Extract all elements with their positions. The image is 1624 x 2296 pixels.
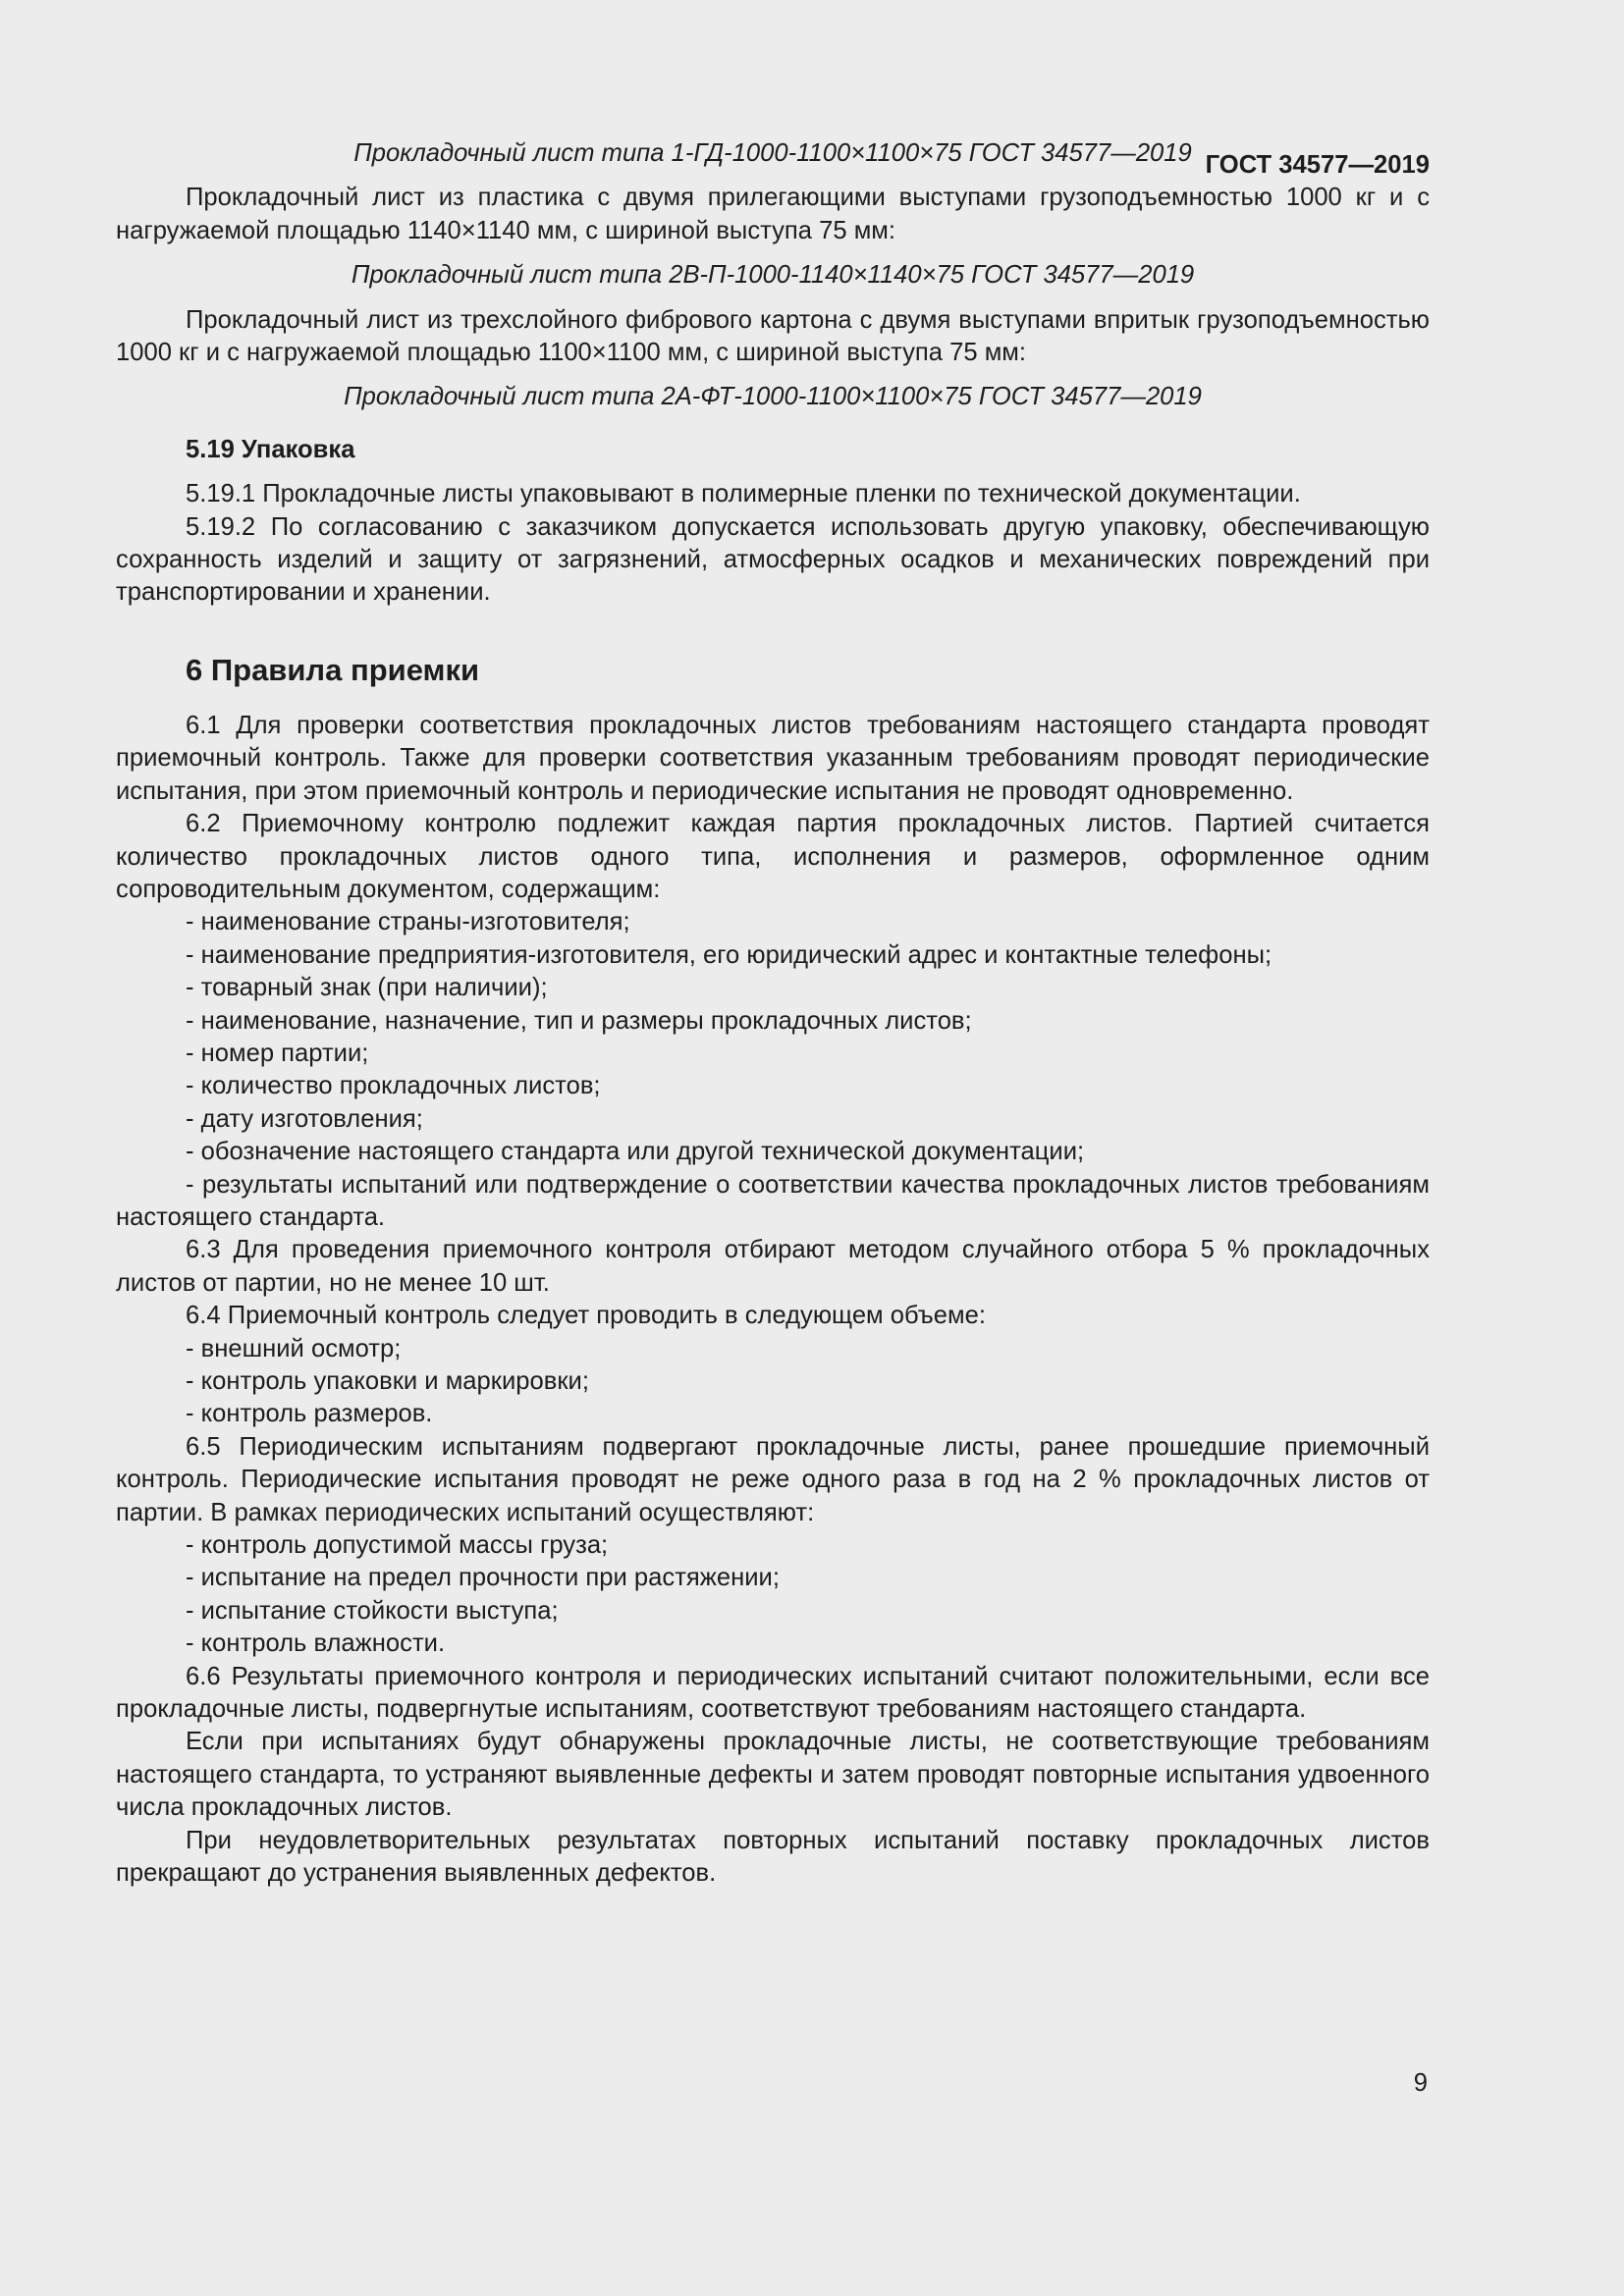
designation-3: Прокладочный лист типа 2А-ФТ-1000-1100×1100×75 ГОСТ 34577—2019 (344, 383, 1202, 411)
list-item: - внешний осмотр; (186, 1334, 402, 1362)
list-6-4 (116, 1333, 1430, 1431)
paragraph-5-19-1: 5.19.1 Прокладочные листы упаковывают в полимерные пленки по технической документации. (186, 480, 1301, 508)
list-item: - номер партии; (186, 1039, 369, 1067)
designation-1: Прокладочный лист типа 1-ГД-1000-1100×1100×75 ГОСТ 34577—2019 (353, 139, 1192, 167)
list-item: - товарный знак (при наличии); (186, 974, 548, 1002)
page-content (116, 137, 1430, 1891)
paragraph-fiberboard-sheet: Прокладочный лист из трехслойного фибрового картона с двумя выступами впритык грузоподъемностью 1000 кг и с нагружаемой площадью 1100×1100 мм, с шириной выступа 75 мм: (116, 305, 1430, 367)
list-item: - контроль влажности. (186, 1629, 446, 1658)
paragraph-6-6-unsatisfactory: При неудовлетворительных результатах повторных испытаний поставку прокладочных листов прекращают до устранения выявленных дефектов. (116, 1826, 1430, 1888)
section-6-title: 6 Правила приемки (186, 652, 480, 687)
list-6-2 (116, 906, 1430, 1234)
list-item: - испытание стойкости выступа; (186, 1596, 559, 1625)
list-item: - контроль упаковки и маркировки; (186, 1367, 589, 1395)
paragraph-6-3: 6.3 Для проведения приемочного контроля отбирают методом случайного отбора 5 % прокладочных листов от партии, но не менее 10 шт. (116, 1236, 1430, 1297)
list-item: - количество прокладочных листов; (186, 1072, 601, 1100)
document-code-header: ГОСТ 34577—2019 (1205, 151, 1430, 179)
paragraph-6-5: 6.5 Периодическим испытаниям подвергают прокладочные листы, ранее прошедшие приемочный контроль. Периодические испытания проводят не реже одного раза в год на 2 % прокладочных листов от партии. В рамках периодических испытаний осуществляют: (116, 1432, 1430, 1526)
designation-2: Прокладочный лист типа 2В-П-1000-1140×1140×75 ГОСТ 34577—2019 (351, 261, 1195, 290)
paragraph-6-6-repeat-tests: Если при испытаниях будут обнаружены прокладочные листы, не соответствующие требованиям настоящего стандарта, то устраняют выявленные дефекты и затем проводят повторные испытания удвоенного числа прокладочных листов. (116, 1728, 1430, 1822)
list-6-5 (116, 1529, 1430, 1661)
list-item: - наименование предприятия-изготовителя, его юридический адрес и контактные телефоны; (186, 940, 1272, 969)
list-item: - обозначение настоящего стандарта или другой технической документации; (186, 1138, 1085, 1166)
list-item: - испытание на предел прочности при растяжении; (186, 1564, 780, 1592)
list-item: - результаты испытаний или подтверждение о соответствии качества прокладочных листов требованиям настоящего стандарта. (116, 1170, 1430, 1231)
paragraph-6-1: 6.1 Для проверки соответствия прокладочных листов требованиям настоящего стандарта проводят приемочный контроль. Также для проверки соответствия указанным требованиям проводят периодические испытания, при этом приемочный контроль и периодические испытания не проводят одновременно. (116, 711, 1430, 805)
paragraph-5-19-2: 5.19.2 По согласованию с заказчиком допускается использовать другую упаковку, обеспечивающую сохранность изделий и защиту от загрязнений, атмосферных осадков и механических повреждений при транспортировании и хранении. (116, 512, 1430, 607)
list-item: - наименование страны-изготовителя; (186, 908, 630, 936)
paragraph-plastic-sheet: Прокладочный лист из пластика с двумя прилегающими выступами грузоподъемностью 1000 кг и с нагружаемой площадью 1140×1140 мм, с шириной выступа 75 мм: (116, 184, 1430, 244)
list-item: - контроль размеров. (186, 1400, 433, 1428)
list-item: - дату изготовления; (186, 1104, 423, 1133)
paragraph-6-4: 6.4 Приемочный контроль следует проводить в следующем объеме: (186, 1302, 986, 1330)
page-number: 9 (1413, 2069, 1428, 2097)
list-item: - контроль допустимой массы груза; (186, 1531, 609, 1560)
list-item: - наименование, назначение, тип и размеры прокладочных листов; (186, 1006, 972, 1035)
paragraph-6-6: 6.6 Результаты приемочного контроля и периодических испытаний считают положительными, если все прокладочные листы, подвергнутые испытаниям, соответствуют требованиям настоящего стандарта. (116, 1662, 1430, 1724)
subsection-5-19-heading: 5.19 Упаковка (186, 435, 355, 463)
paragraph-6-2: 6.2 Приемочному контролю подлежит каждая партия прокладочных листов. Партией считается количество прокладочных листов одного типа, исполнения и размеров, оформленное одним сопроводительным документом, содержащим: (116, 810, 1430, 903)
